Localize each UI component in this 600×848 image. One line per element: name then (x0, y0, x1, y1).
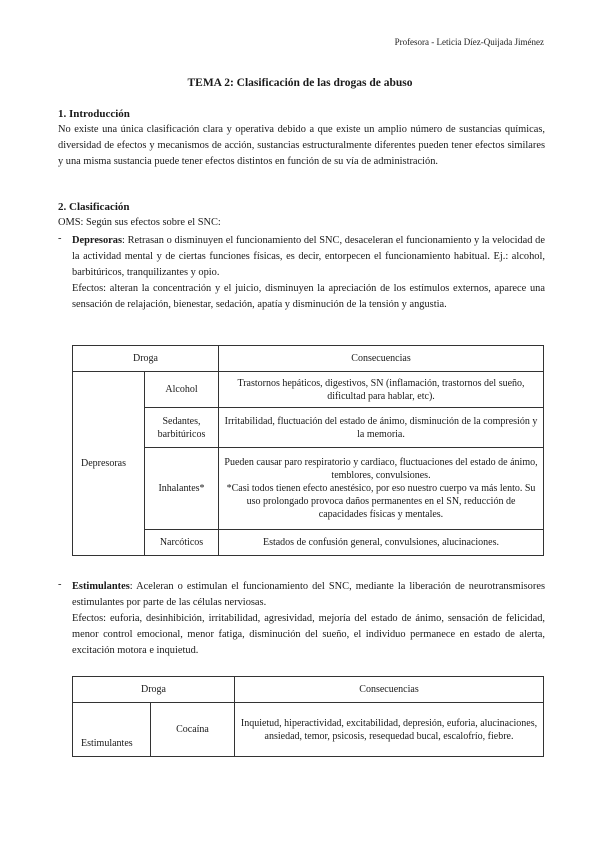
group-cell: Estimulantes (73, 703, 151, 757)
drug-cell: Inhalantes* (145, 448, 219, 530)
oms-line (58, 215, 545, 231)
estimulantes-term: Estimulantes (72, 581, 130, 592)
drug-cell: Narcóticos (145, 530, 219, 556)
table-header-row (73, 346, 544, 372)
estimulantes-text: : Aceleran o estimulan el funcionamiento del SNC, mediante la liberación de neurotransmisores estimulantes por parte de las células nerviosas. (72, 581, 545, 608)
oms-text: : Según sus efectos sobre el SNC: (80, 217, 221, 228)
estimulantes-paragraph (72, 579, 545, 611)
section-2-heading: 2. Clasificación (58, 201, 130, 213)
header-droga: Droga (73, 677, 235, 703)
table-row (73, 703, 544, 757)
header-consecuencias: Consecuencias (235, 677, 544, 703)
oms-label: OMS (58, 217, 81, 228)
section-1-heading: 1. Introducción (58, 108, 130, 120)
consequence-text: Pueden causar paro respiratorio y cardiaco, fluctuaciones del estado de ánimo, temblores, convulsiones. (224, 457, 538, 481)
consequence-cell: Estados de confusión general, convulsiones, alucinaciones. (219, 530, 544, 556)
document-title: TEMA 2: Clasificación de las drogas de abuso (187, 77, 413, 89)
bullet-dash: - (58, 579, 62, 590)
consequence-note: *Casi todos tienen efecto anestésico, por eso nuestro cuerpo va más lento. Su uso prolongado provoca daños permanentes en el SN, reducción de capacidades físicas y mentales. (226, 483, 536, 520)
header-droga: Droga (73, 346, 219, 372)
consequence-cell (219, 448, 544, 530)
section-1-text: No existe una única clasificación clara y operativa debido a que existe un amplio número de sustancias químicas, diversidad de efectos y mecanismos de acción, sustancias estructuralmente diferentes pueden tener efectos similares y una misma sustancia puede tener efectos distintos en función de su vía de administración. (58, 124, 545, 167)
drug-cell: Alcohol (145, 372, 219, 408)
table-row (73, 372, 544, 408)
drug-cell: Sedantes, barbitúricos (145, 408, 219, 448)
depresoras-table (72, 345, 544, 556)
author-header: Profesora - Leticia Díez-Quijada Jiménez (394, 37, 544, 47)
depresoras-text: : Retrasan o disminuyen el funcionamiento del SNC, desaceleran el funcionamiento y la velocidad de la actividad mental y de ciertas funciones físicas, es decir, entorpecen el funcionamiento habitual. Ej.: alcohol, barbitúricos, tranquilizantes y opio. (72, 235, 545, 278)
estimulantes-effects: Efectos: euforia, desinhibición, irritabilidad, agresividad, mejoría del estado de ánimo, sensación de felicidad, menor control emocional, menor fatiga, disminución del sueño, el individuo permanece en estado de alerta, excitación motora e inquietud. (72, 613, 545, 656)
drug-cell: Cocaína (151, 703, 235, 757)
consequence-cell: Irritabilidad, fluctuación del estado de ánimo, disminución de la compresión y la memoria. (219, 408, 544, 448)
consequence-cell: Trastornos hepáticos, digestivos, SN (inflamación, trastornos del sueño, dificultad para hablar, etc). (219, 372, 544, 408)
depresoras-term: Depresoras (72, 235, 123, 246)
group-cell: Depresoras (73, 372, 145, 556)
depresoras-effects: Efectos: alteran la concentración y el juicio, disminuyen la apreciación de los estímulos externos, aparece una sensación de relajación, bienestar, sedación, apatía y disminución de la tensión y angustia. (72, 283, 545, 310)
estimulantes-table (72, 676, 544, 757)
depresoras-paragraph (72, 233, 545, 280)
table-header-row (73, 677, 544, 703)
bullet-dash: - (58, 233, 62, 244)
consequence-cell: Inquietud, hiperactividad, excitabilidad, depresión, euforia, alucinaciones, ansiedad, temor, psicosis, resequedad bucal, escalofrío, fiebre. (235, 703, 544, 757)
header-consecuencias: Consecuencias (219, 346, 544, 372)
